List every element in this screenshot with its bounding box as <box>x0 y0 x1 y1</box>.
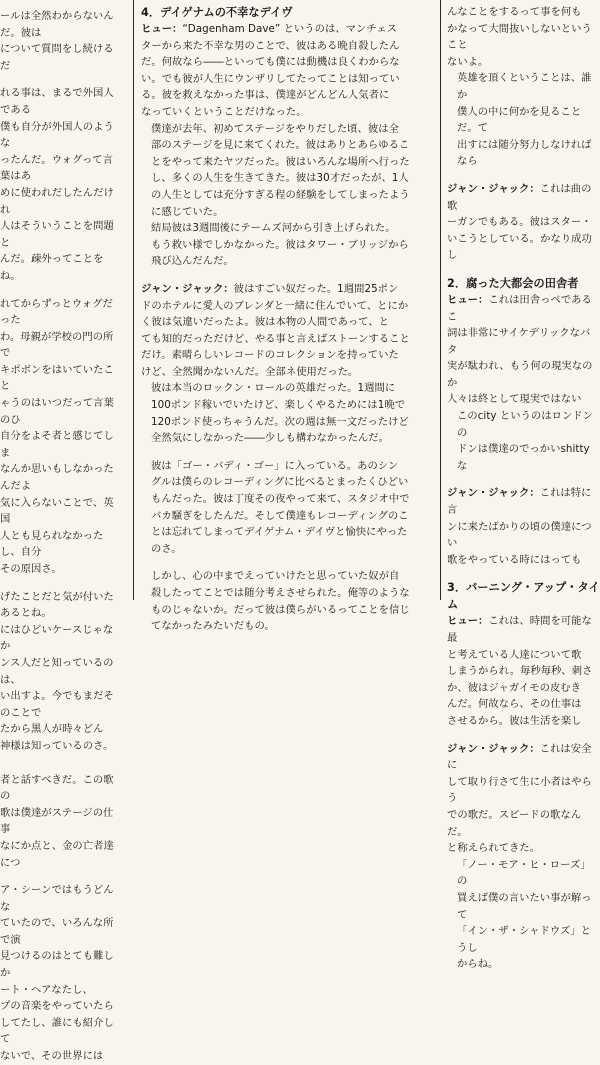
left-paragraph <box>0 882 122 1065</box>
text-line: ゃうのはいつだって言葉のひ <box>0 397 114 426</box>
text-line: かなって大間抜いしないということ <box>447 22 592 52</box>
text-line: 120ポンド使っちゃうんだ。次の週は無一文だったけど <box>151 415 409 428</box>
text-line: なにか点と、金の亡者達につ <box>0 839 114 869</box>
text-line: めに使われだしたんだけれ <box>0 186 114 216</box>
interview-paragraph <box>141 380 431 446</box>
text-line: ート・ヘアなたし、 <box>0 983 93 996</box>
interview-paragraph <box>141 121 431 221</box>
text-line: 僕も自分が外国人のような <box>0 120 114 150</box>
line-text: 詞は非常にサイケデリックなバタ <box>447 327 591 356</box>
line-text: と称えられてきた。 <box>447 842 541 855</box>
text-line <box>141 298 431 315</box>
text-line: とをやって来たヤツだった。彼はいろんな場所へ行った <box>151 155 410 168</box>
text-line: 歌は僕達がステージの仕事 <box>0 806 114 836</box>
text-line: ドンは僕達のでっかいshittyな <box>457 443 590 472</box>
text-line: 気に入らないことで、英国 <box>0 496 114 526</box>
text-line <box>447 696 600 713</box>
text-line: その原因さ。 <box>0 563 62 575</box>
text-line <box>141 54 431 71</box>
text-line: してたし、誰にも紹介して <box>0 1016 114 1046</box>
line-text: と考えている人達について歌 <box>447 648 582 661</box>
left-paragraph <box>0 8 122 74</box>
line-text: しまうかられ。毎秒毎秒、刺さ <box>447 665 593 678</box>
text-line: 僕達が去年、初めてステージをやりだした頃、彼は全 <box>151 122 399 135</box>
text-line: もんだった。彼は丁度その夜やって来て、スタジオ中で <box>151 493 410 506</box>
text-line: 出すには随分努力しなければなら <box>457 138 592 168</box>
line-text: だけ。素晴らしいレコードのコレクションを持っていた <box>141 349 399 362</box>
text-line: 全然気にしなかった――少しも構わなかったんだ。 <box>151 432 389 445</box>
text-line: キポボンをはいていたこと <box>0 363 114 393</box>
line-text: いこうとしている。かなり成功し <box>447 232 592 262</box>
text-line: の人生としては充分すぎる程の経験をしてしまったよう <box>151 188 410 201</box>
line-text: ーガンでもある。彼はスター・ <box>447 216 592 229</box>
text-line: 彼は本当のロックン・ロールの英雄だった。1週間に <box>151 382 396 395</box>
section-title: 4．デイゲナムの不幸なデイヴ <box>141 6 293 19</box>
line-text: 人々は終として現実ではない <box>447 393 582 406</box>
text-line: 自分をよそ者と感じてしま <box>0 430 114 459</box>
line-text: けど、全然聞かないんだ。全部ネ使用だった。 <box>141 365 359 378</box>
text-line <box>141 364 431 381</box>
line-text: “Dagenham Dave” というのは、マンチェス <box>182 23 398 35</box>
text-line <box>447 807 600 840</box>
text-line: んなことをするって事を何も <box>447 6 582 18</box>
text-line <box>141 38 431 55</box>
text-line: 彼は「ゴー・バディ・ゴー」に入っている。あのシン <box>151 459 399 472</box>
line-text: く彼は気違いだったよ。彼は本物の人間であって、と <box>141 316 390 329</box>
text-line <box>447 519 600 552</box>
text-line: に感じていた。 <box>151 205 224 218</box>
text-line <box>141 331 431 348</box>
text-line <box>447 713 600 730</box>
interview-paragraph <box>141 568 431 634</box>
right-paragraph <box>447 485 600 568</box>
line-text: これは、時間を可能な最 <box>447 615 592 644</box>
text-line <box>447 391 600 408</box>
speaker-name: ジャン・ジャック： <box>141 282 234 295</box>
speaker-name: ジャン・ジャック： <box>447 742 540 755</box>
text-line <box>447 680 600 697</box>
text-line: 飛び込んだんだ。 <box>151 255 234 268</box>
text-line: 人とも見られなかったし、自分 <box>0 529 104 559</box>
text-line: 英雄を頂くということは、誰か <box>457 72 592 101</box>
text-line: ア・シーンではもうどんな <box>0 884 114 913</box>
right-paragraph <box>447 613 600 729</box>
right-paragraph <box>447 857 600 973</box>
text-line: からね。 <box>457 958 499 971</box>
text-line <box>447 292 600 325</box>
text-line <box>141 104 431 121</box>
text-line <box>141 87 431 104</box>
text-line: 神様は知っているのさ。 <box>0 739 114 752</box>
line-text: これは田舎っぺであるこ <box>447 293 592 323</box>
text-line: バカ騒ぎをしたんだ。そして僕達もレコーディングのこ <box>151 509 409 522</box>
text-line: ンス人だと知っているのは、 <box>0 656 114 686</box>
text-line <box>447 647 600 664</box>
line-text: ターから来た不幸な男のことで、彼はある晩自殺したん <box>141 39 400 52</box>
text-line: 者と話すべきだ。この歌の <box>0 773 114 803</box>
line-text: だ。何故なら――といっても僕には動機は良くわからな <box>141 56 400 69</box>
text-line: もう救い様でしかなかった。彼はタワー・ブリッジから <box>151 238 409 251</box>
text-line: ないよ。 <box>447 55 489 68</box>
line-text: 歌をやっている時にはっても <box>447 553 582 566</box>
text-line: ないで、その世界には <box>0 1050 104 1063</box>
line-text: ても知的だっただけど、やる事と言えばストーンすること <box>141 332 410 345</box>
text-line <box>141 314 431 331</box>
interview-paragraph <box>141 21 431 121</box>
left-column <box>0 0 122 1063</box>
line-text: ドのホテルに愛人のブレンダと一緒に住んでいて、とにか <box>141 299 409 312</box>
text-line: ていたので、いろんな所で演 <box>0 917 114 946</box>
interview-paragraph <box>141 458 431 558</box>
text-line: しかし、心の中までえっていけたと思っていた奴が自 <box>151 570 400 583</box>
text-line: このcity というのはロンドンの <box>457 410 593 439</box>
line-text: ンに来たばかりの頃の僕達につい <box>447 520 592 550</box>
text-line: てなかったみたいだもの。 <box>151 620 275 633</box>
line-text: して取り行さて生に小者はやらう <box>447 775 592 805</box>
right-paragraph <box>447 292 600 408</box>
text-line <box>447 840 600 857</box>
text-line <box>447 741 600 774</box>
right-paragraph <box>447 4 600 70</box>
line-text: る。彼を救えなかった事は、僕達がどんどん人気者に <box>141 89 390 102</box>
text-line <box>141 21 431 38</box>
text-line: 部のステージを見に来てくれた。彼はありとあらゆるこ <box>151 139 410 152</box>
section-title: 3．バーニング・アップ・タイム <box>447 581 600 612</box>
line-text: んだ。何故なら、その仕事は <box>447 698 582 711</box>
text-line: ものじゃないか。だって彼は僕らがいるってことを信じ <box>151 603 410 616</box>
text-line: わ。母親が学校の門の所で <box>0 330 114 360</box>
text-line <box>447 181 600 214</box>
line-text: させるから。彼は生活を楽し <box>447 714 582 727</box>
line-text: か、彼はジャガイモの皮むき <box>447 681 581 694</box>
text-line <box>447 552 600 569</box>
text-line: について質問をし続けるだ <box>0 43 114 72</box>
text-line: んだ。疎外ってことをね。 <box>0 253 104 282</box>
text-line <box>447 485 600 518</box>
text-line: 人はそういうことを問題と <box>0 220 114 249</box>
line-text: 実が駄われ、もう何の現実なのか <box>447 360 593 389</box>
speaker-name: ヒュー： <box>447 293 489 306</box>
text-line <box>447 358 600 391</box>
text-line: プの音楽をやっていたら <box>0 1000 114 1013</box>
section-title: 2．腐った大都会の田舎者 <box>447 276 579 290</box>
line-text: なっていくということだけなった。 <box>141 105 307 118</box>
text-line <box>447 663 600 680</box>
left-paragraph <box>0 772 122 872</box>
column-divider <box>440 0 441 600</box>
text-line: 買えば僕の言いたい事が解って <box>457 891 592 921</box>
line-text: での歌だ。スピードの歌なんだ。 <box>447 808 582 838</box>
text-line: 「ノー・モア・ヒ・ローズ」の <box>457 858 591 888</box>
line-text: 彼はすごい奴だった。1週間25ポン <box>233 282 399 295</box>
right-paragraph <box>447 741 600 857</box>
text-line: 殺したってことでは随分考えさせられた。俺等のような <box>151 587 410 599</box>
right-column <box>447 0 600 971</box>
text-line <box>447 613 600 646</box>
text-line <box>447 774 600 807</box>
line-text: これは特に言 <box>447 487 592 517</box>
text-line <box>447 325 600 358</box>
text-line: ったんだ。ウォグって言葉はあ <box>0 153 113 183</box>
interview-paragraph <box>141 281 431 381</box>
left-paragraph <box>0 589 122 755</box>
text-line: い出すよ。今でもまだそのことで <box>0 690 114 719</box>
text-line: たから黒人が時々どん <box>0 723 104 736</box>
text-line <box>141 71 431 88</box>
text-line: 「イン・ザ・シャドウズ」とうし <box>457 925 591 954</box>
left-paragraph <box>0 85 122 284</box>
text-line: あるとね。 <box>0 607 52 620</box>
line-text: これは曲の歌 <box>447 182 592 212</box>
speaker-name: ヒュー： <box>141 23 183 35</box>
left-paragraph <box>0 296 122 578</box>
center-column <box>141 0 431 633</box>
text-line: 結局彼は3週間後にテームズ河から引き上げられた。 <box>151 222 396 235</box>
text-line: げたことだと気が付いた <box>0 590 114 603</box>
text-line: れる事は、まるで外国人である <box>0 87 114 116</box>
text-line: ールは全然わからないんだ。彼は <box>0 10 114 39</box>
speaker-name: ジャン・ジャック： <box>447 182 540 195</box>
text-line: グルは僕らのレコーディングに比べるとまったくひどい <box>151 476 409 489</box>
line-text: これは安全に <box>447 742 592 772</box>
interview-paragraph <box>141 220 431 270</box>
speaker-name: ヒュー： <box>447 615 489 628</box>
text-line <box>447 231 600 264</box>
text-line <box>141 347 431 364</box>
speaker-name: ジャン・ジャック： <box>447 487 540 500</box>
column-divider <box>133 0 134 600</box>
text-line: 100ポンド稼いでいたけど、楽しくやるためには1晩で <box>151 399 406 412</box>
text-line <box>447 214 600 231</box>
line-text: い。でも彼が人生にウンザリしてたってことは知ってい <box>141 72 400 85</box>
text-line <box>141 281 431 298</box>
text-line: とは忘れてしまってデイゲナム・デイヴと愉快にやった <box>151 526 408 539</box>
right-paragraph <box>447 70 600 170</box>
text-line: れてからずっとウォグだった <box>0 297 113 327</box>
text-line: 僕人の中に何かを見ることだ。て <box>457 105 582 135</box>
right-paragraph <box>447 181 600 264</box>
right-paragraph <box>447 408 600 474</box>
text-line: なんか思いもしなかったんだよ <box>0 463 114 493</box>
text-line: し、多くの人生を生きてきた。彼は30才だったが、1人 <box>151 172 409 185</box>
text-line: にはひどいケースじゃなか <box>0 623 114 653</box>
text-line: 見つけるのはとても難しか <box>0 950 114 980</box>
text-line: のさ。 <box>151 542 182 555</box>
